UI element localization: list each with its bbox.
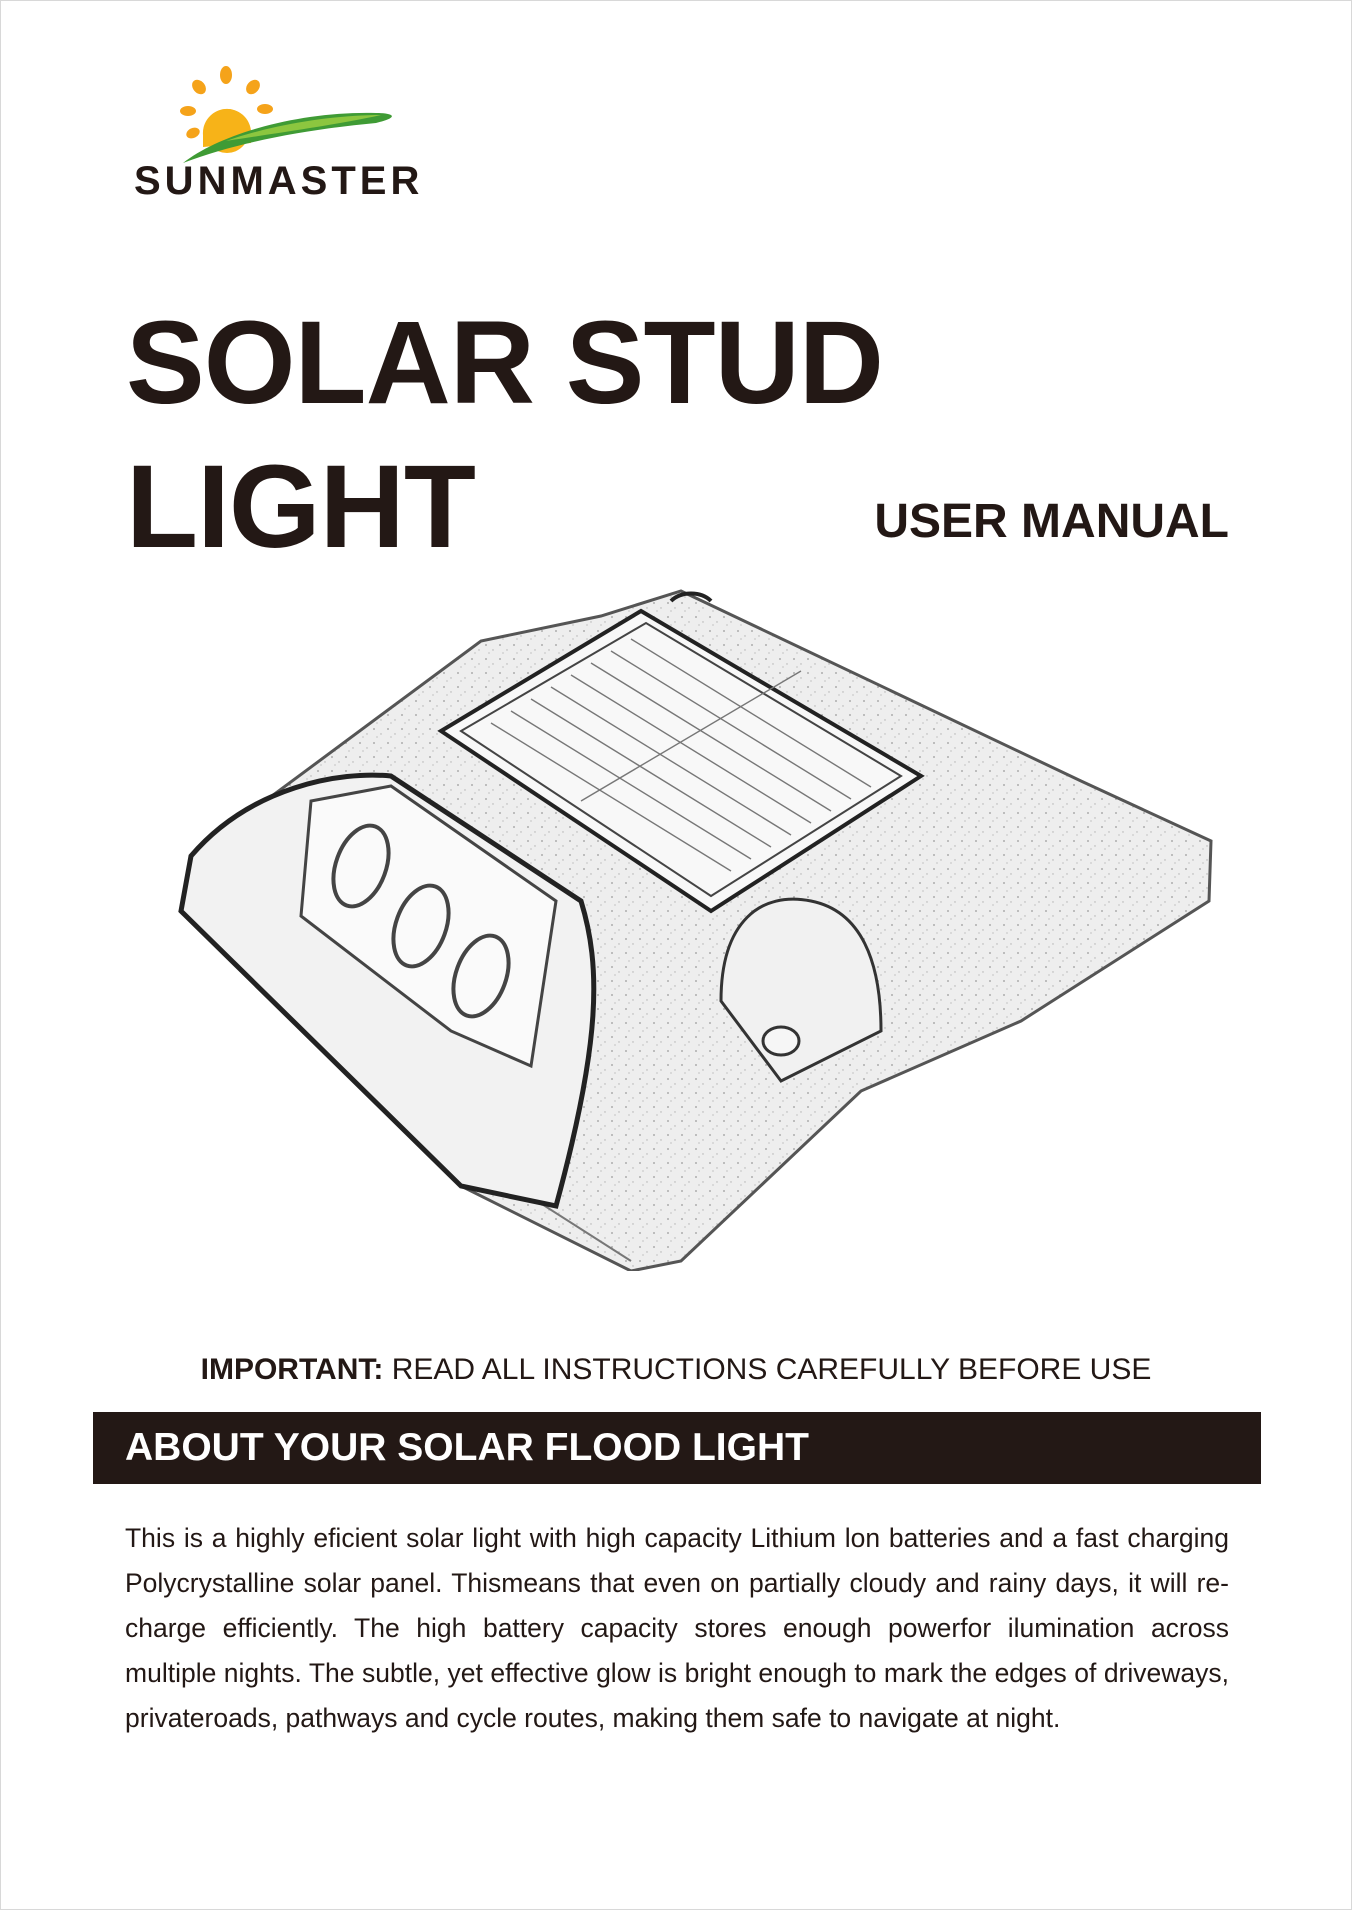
section-header-bar [93, 1412, 1261, 1484]
section-title: ABOUT YOUR SOLAR FLOOD LIGHT [125, 1426, 809, 1469]
important-label: IMPORTANT: [200, 1353, 384, 1386]
solar-stud-light-illustration [161, 571, 1241, 1271]
section-body-text: This is a highly eficient solar light with high capacity Lithium lon batteries and a fast charging Polycrystalline solar panel. Thismeans that even on partially cloudy and rainy days, it will re-charge efficiently. The high battery capacity stores enough powerfor ilumination across multiple nights. The subtle, yet effective glow is bright enough to mark the edges of driveways, privateroads, pathways and cycle routes, making them safe to navigate at night. [125, 1523, 1229, 1733]
page-title [126, 291, 883, 579]
title-line-1: SOLAR STUD [126, 297, 883, 429]
title-line-2: LIGHT [126, 441, 475, 573]
brand-name: SUNMASTER [134, 159, 424, 203]
important-notice [1, 1353, 1351, 1387]
user-manual-label: USER MANUAL [874, 495, 1229, 548]
important-text: READ ALL INSTRUCTIONS CAREFULLY BEFORE USE [383, 1353, 1152, 1386]
